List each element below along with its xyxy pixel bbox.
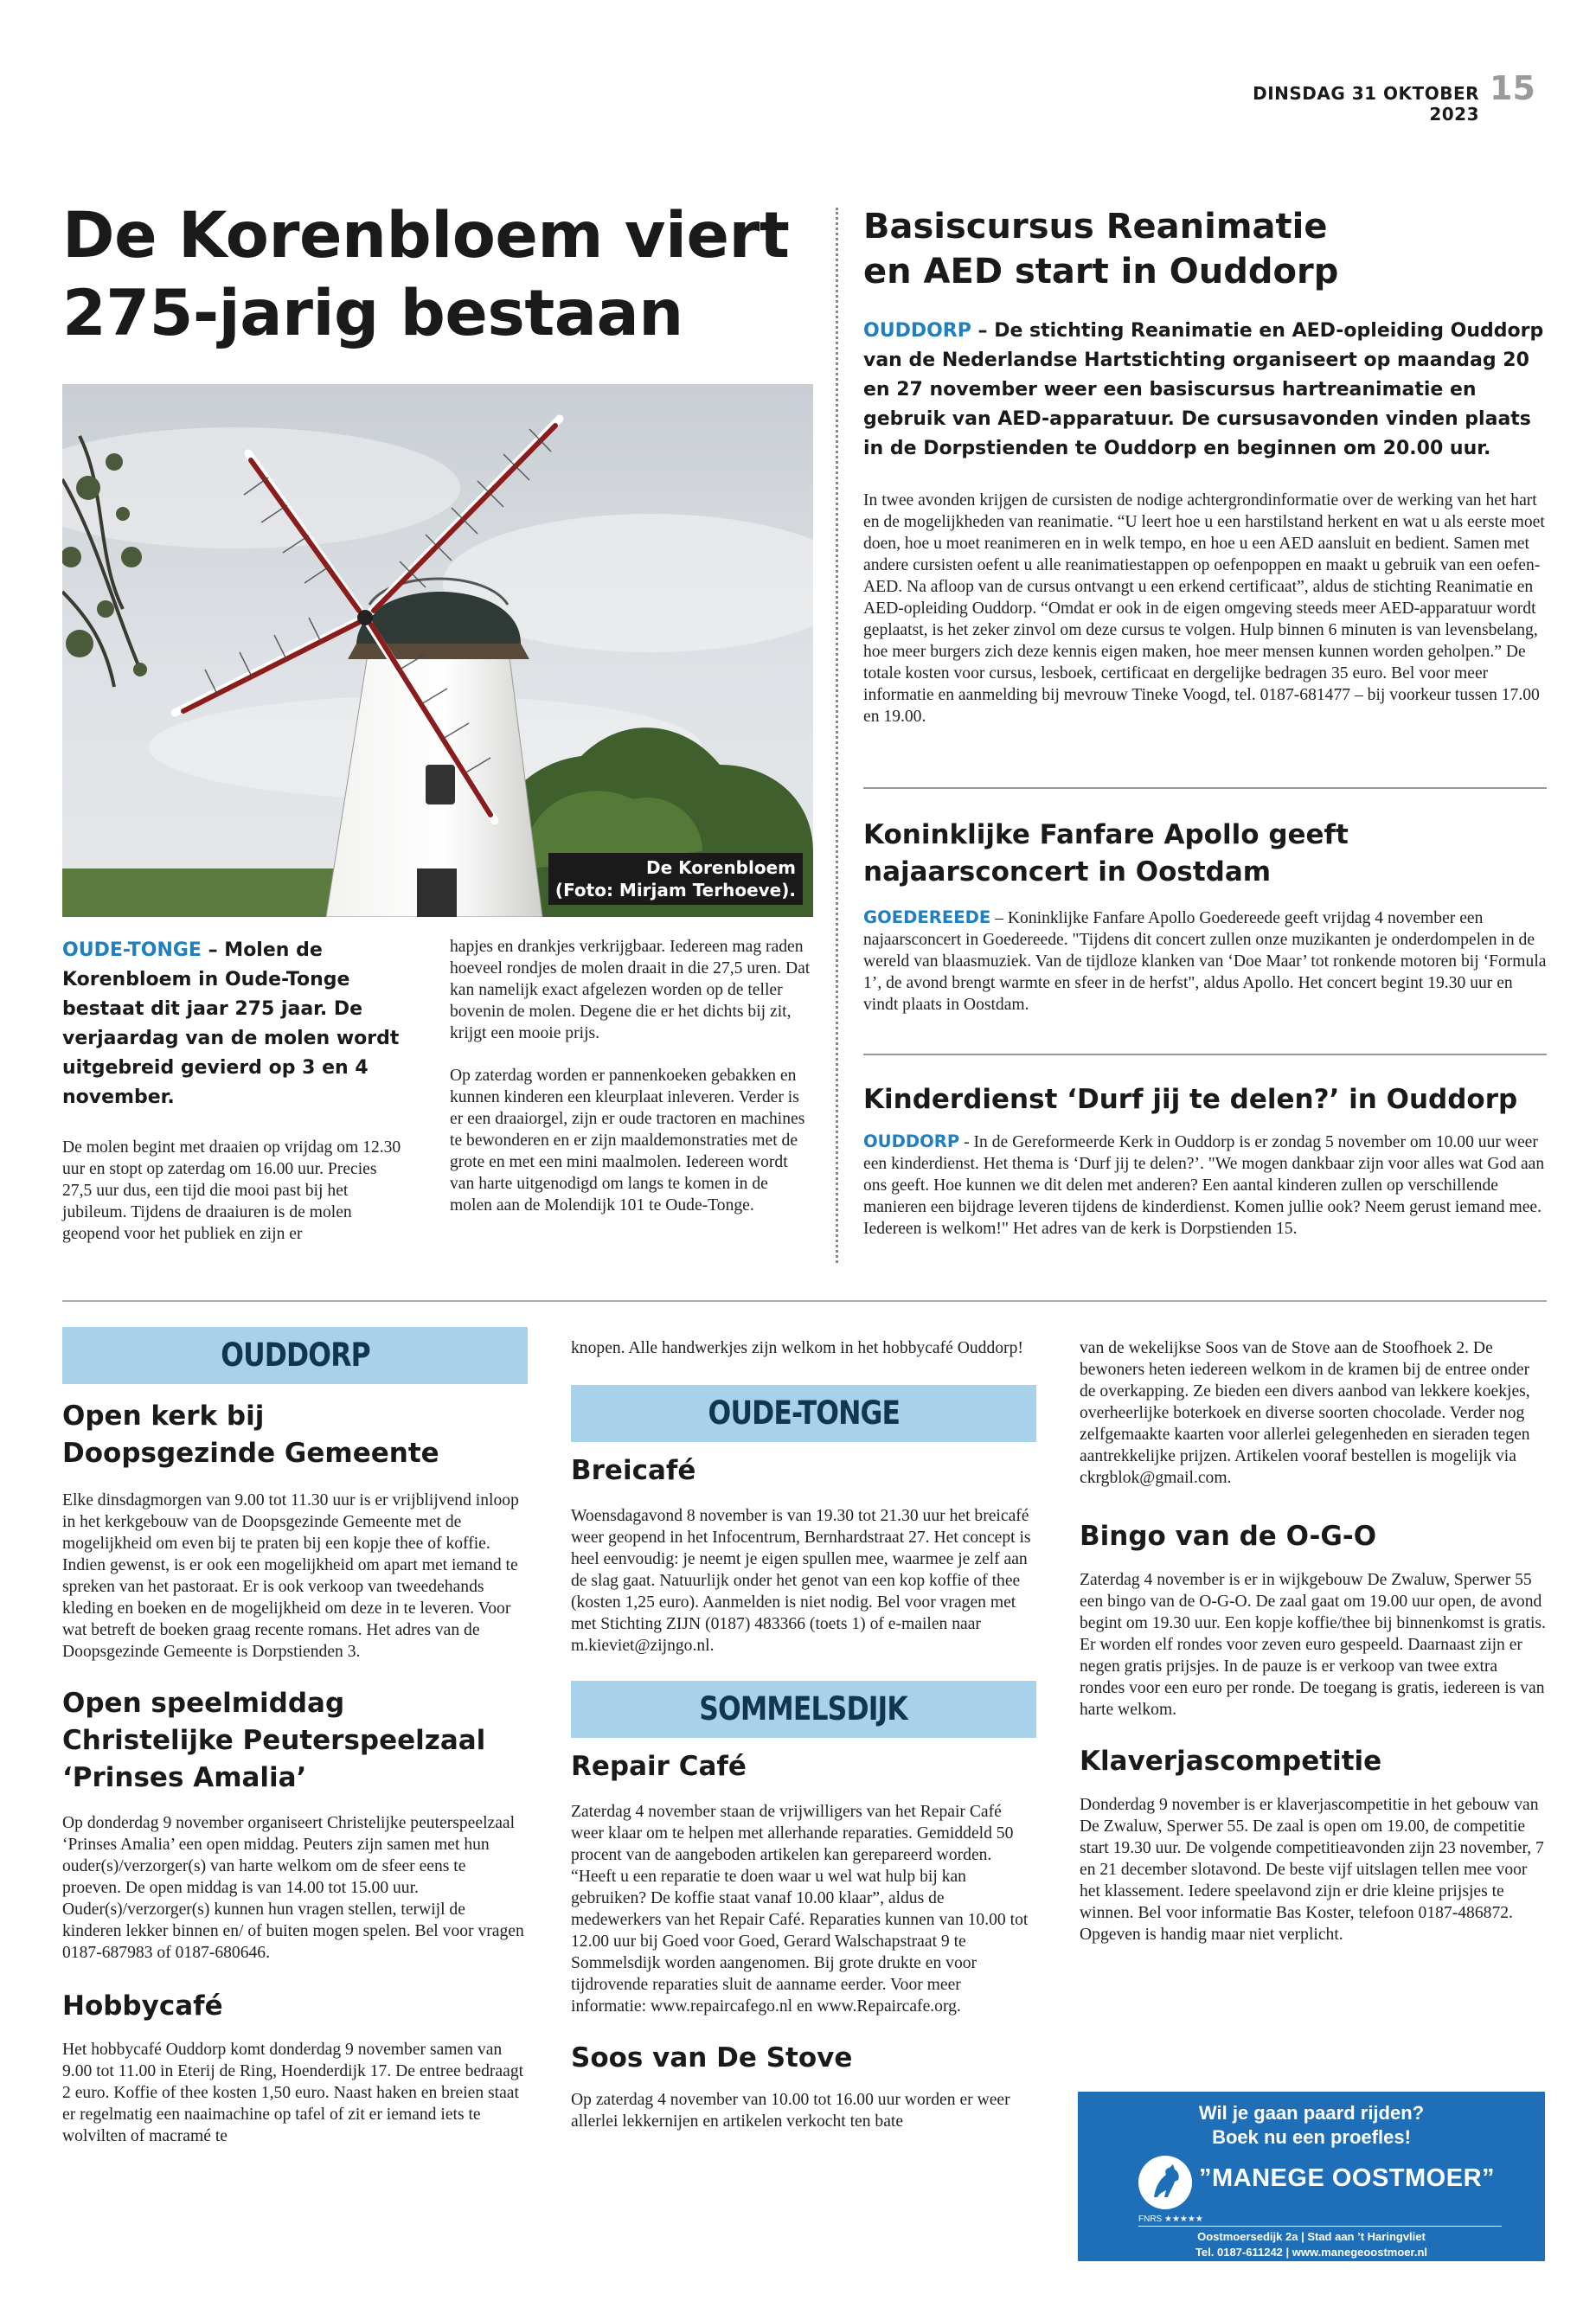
oude-tonge-band-label: OUDE-TONGE	[708, 1394, 900, 1432]
reanimatie-headline-line1: Basiscursus Reanimatie	[863, 207, 1328, 247]
reanimatie-article	[863, 204, 1547, 727]
reanimatie-lead	[863, 317, 1547, 464]
reanimatie-body: In twee avonden krijgen de cursisten de nodige achtergrondinformatie over de werking van het hart en de mogelijkheden van reanimatie. “U leert hoe u een harstilstand herkent en wat u als eerste moet doen, hoe u moet reanimeren en in welk tempo, en hoe u een AED aansluit en bedient. Samen met andere cursisten oefent u alle reanimatiestappen op oefenpoppen en maakt u gebruik van een oefen-AED. Na afloop van de cursus ontvangt u een erkend certificaat”, aldus de stichting Reanimatie en AED-opleiding Ouddorp. “Omdat er ook in de eigen omgeving steeds meer AED-apparatuur wordt geplaatst, is het zeker zinvol om deze cursus te volgen. Hulp binnen 6 minuten is van levensbelang, hoe meer burgers zich deze kennis eigen maken, hoe meer mensen kunnen worden geholpen.” De totale kosten voor cursus, lesboek, certificaat en dergelijke bedragen 35 euro. Bel voor meer informatie en aanmelding bij mevrouw Tineke Voogd, tel. 0187-681477 – bij voorkeur tussen 17.00 en 19.00.	[863, 491, 1545, 726]
ad-address: Oostmoersedijk 2a | Stad aan ’t Haringvliet	[1197, 2230, 1426, 2243]
repair-cafe-body: Zaterdag 4 november staan de vrijwilligers van het Repair Café weer klaar om te helpen met allerhande reparaties. Gemiddeld 50 procent van de aangeboden artikelen kan gerepareerd worden. “Heeft u een reparatie te doen waar u wel wat hulp bij kan gebruiken? De koffie staat vanaf 10.00 klaar”, aldus de medewerkers van het Repair Café. Reparaties kunnen van 10.00 tot 12.00 uur bij Goed voor Goed, Gerard Walschapstraat 9 te Sommelsdijk worden aangenomen. Bij grote drukte en voor tijdrovende reparaties sluit de aanname eerder. Voor meer informatie: www.repaircafego.nl en www.Repaircafe.org.	[571, 1803, 1029, 2016]
breicafe-body: Woensdagavond 8 november is van 19.30 tot 21.30 uur het breicafé weer geopend in het Infocentrum, Bernhardstraat 27. Het concept is heel eenvoudig: je neemt je eigen spullen mee, waarmee je zelf aan de slag gaat. Natuurlijk onder het genot van een kop koffie of thee (kosten 1,25 euro). Aanmelden is niet nodig. Bel voor vragen met met Stichting ZIJN (0187) 483366 (toets 1) of e-mailen naar m.kieviet@zijngo.nl.	[571, 1507, 1031, 1655]
korenbloem-headline-line2: 275-jarig bestaan	[62, 277, 683, 350]
hobbycafe-body-continued: knopen. Alle handwerkjes zijn welkom in het hobbycafé Ouddorp!	[571, 1339, 1023, 1357]
breicafe-headline: Breicafé	[571, 1455, 696, 1486]
klaverjas-body: Donderdag 9 november is er klaverjascompetitie in het gebouw van De Zwaluw, Sperwer 55. De zaal is open om 19.00, de competitie start 19.30 uur. De volgende competitieavonden zijn 23 november, 7 en 21 december slotavond. De beste vijf uitslagen tellen mee voor het klassement. Iedere speelavond zijn er drie kleine prijsjes te winnen. Bel voor informatie Bas Koster, telefoon 0187-486872. Opgeven is handig maar niet verplicht.	[1080, 1796, 1544, 1944]
sommelsdijk-band	[571, 1681, 1036, 1738]
korenbloem-lead-text: – Molen de Korenbloem in Oude-Tonge bestaat dit jaar 275 jaar. De verjaardag van de molen wordt uitgebreid gevierd op 3 en 4 november.	[62, 939, 400, 1108]
reanimatie-lead-text: – De stichting Reanimatie en AED-opleiding Ouddorp van de Nederlandse Hartstichting organiseert op maandag 20 en 27 november weer een basiscursus hartreanimatie en gebruik van AED-apparatuur. De cursusavonden vinden plaats in de Dorpstienden te Ouddorp en beginnen om 20.00 uur.	[863, 320, 1544, 459]
speelmiddag-body: Op donderdag 9 november organiseert Christelijke peuterspeelzaal ‘Prinses Amalia’ een open middag. Peuters zijn samen met hun ouder(s)/verzorger(s) van harte welkom om de sfeer eens te proeven. De open middag is van 14.00 tot 15.00 uur. Ouder(s)/verzorger(s) kunnen hun vragen stellen, terwijl de kinderen lekker binnen en/ of buiten mogen spelen. Bel voor vragen 0187-687983 of 0187-680646.	[62, 1814, 524, 1962]
apollo-headline-line2: najaarsconcert in Oostdam	[863, 856, 1272, 888]
open-kerk-headline-line1: Open kerk bij	[62, 1400, 265, 1432]
speelmiddag-headline-line2: Christelijke Peuterspeelzaal	[62, 1725, 486, 1756]
bingo-headline: Bingo van de O-G-O	[1080, 1521, 1377, 1552]
divider-kinderdienst	[863, 1054, 1547, 1055]
windmill-photo	[62, 384, 813, 917]
column-divider-dotted	[836, 208, 838, 1263]
apollo-headline	[863, 817, 1547, 891]
ouddorp-band	[62, 1327, 528, 1384]
middle-column	[571, 1337, 1036, 2132]
right-column	[1080, 1337, 1547, 1945]
kinderdienst-body-text: - In de Gereformeerde Kerk in Ouddorp is er zondag 5 november om 10.00 uur weer een kinderdienst. Het thema is ‘Durf jij te delen?’. "We mogen dankbaar zijn voor alles wat God aan ons geeft. Hoe kunnen we dit delen met anderen? Een aantal kinderen zullen op verschillende manieren een bijdrage leveren tijdens de kinderdienst. Komen jullie ook? Neem gerust iemand mee. Iedereen is welkom!" Het adres van de kerk is Dorpstienden 15.	[863, 1133, 1545, 1238]
page-number: 15	[1490, 69, 1535, 107]
reanimatie-kicker: OUDDORP	[863, 320, 971, 342]
ad-contact: Tel. 0187-611242 | www.manegeoostmoer.nl	[1195, 2246, 1428, 2259]
ad-line2: Boek nu een proefles!	[1212, 2126, 1411, 2148]
sommelsdijk-band-label: SOMMELSDIJK	[699, 1690, 908, 1727]
korenbloem-lead	[62, 936, 408, 1112]
reanimatie-headline-line2: en AED start in Ouddorp	[863, 252, 1339, 292]
apollo-body-text: – Koninklijke Fanfare Apollo Goedereede geeft vrijdag 4 november een najaarsconcert in Goedereede. "Tijdens dit concert zullen onze muzikanten je onderdompelen in de wereld van blaasmuziek. Van de tijdloze klanken van ‘Doe Maar’ tot ronkende motoren bij ‘Formula 1’, de avond brengt warmte en sfeer in de herfst", aldus Apollo. Het concert begint 19.30 uur en vindt plaats in Oostdam.	[863, 909, 1547, 1014]
speelmiddag-headline	[62, 1685, 528, 1797]
korenbloem-headline	[62, 197, 824, 353]
ad-line1: Wil je gaan paard rijden?	[1198, 2102, 1425, 2124]
hobbycafe-headline: Hobbycafé	[62, 1990, 223, 2022]
divider-apollo	[863, 787, 1547, 789]
apollo-body	[863, 907, 1547, 1016]
manege-ad[interactable]	[1078, 2092, 1545, 2261]
kinderdienst-headline: Kinderdienst ‘Durf jij te delen?’ in Ouddorp	[863, 1084, 1518, 1115]
windmill-illustration	[62, 384, 813, 917]
oude-tonge-band	[571, 1385, 1036, 1442]
korenbloem-body-2: hapjes en drankjes verkrijgbaar. Iedereen mag raden hoeveel rondjes de molen draait in die 27,5 uren. Dat kan namelijk exact afgelezen worden op de teller bovenin de molen. Degene die er het dichts bij zit, krijgt een mooie prijs.	[450, 938, 811, 1042]
photo-caption-title: De Korenbloem	[646, 857, 796, 878]
klaverjas-headline: Klaverjascompetitie	[1080, 1746, 1382, 1777]
open-kerk-headline	[62, 1398, 528, 1472]
ouddorp-band-label: OUDDORP	[220, 1336, 370, 1374]
korenbloem-body-1: De molen begint met draaien op vrijdag om 12.30 uur en stopt op zaterdag om 16.00 uur. Precies 27,5 uur dus, een tijd die mooi past bij het jubileum. Tijdens de draaiuren is de molen geopend voor het publiek en zijn er	[62, 1138, 401, 1243]
apollo-headline-line1: Koninklijke Fanfare Apollo geeft	[863, 819, 1349, 850]
hobbycafe-body: Het hobbycafé Ouddorp komt donderdag 9 november samen van 9.00 tot 11.00 in Eterij de Ring, Hoenderdijk 17. De entree bedraagt 2 euro. Koffie of thee kosten 1,50 euro. Naast haken en breien staat er regelmatig een naaimachine op tafel of zit er iemand iets te wolvilten of macramé te	[62, 2041, 524, 2145]
horse-logo-icon	[1138, 2156, 1192, 2209]
korenbloem-body-3: Op zaterdag worden er pannenkoeken gebakken en kunnen kinderen een kleurplaat inleveren. Verder is er een draaiorgel, zijn er oude tractoren en machines te bewonderen en er zijn maaldemonstraties met de grote en met een mini maalmolen. Iedereen wordt van harte uitgenodigd om langs te komen in de molen aan de Molendijk 101 te Oude-Tonge.	[450, 1067, 805, 1215]
ad-fnrs: FNRS ★★★★★	[1138, 2214, 1203, 2224]
ad-brand: ”MANEGE OOSTMOER”	[1199, 2164, 1496, 2192]
kinderdienst-kicker: OUDDORP	[863, 1131, 960, 1151]
kinderdienst-body	[863, 1131, 1547, 1240]
korenbloem-col2	[450, 936, 813, 1216]
apollo-article	[863, 817, 1547, 1016]
speelmiddag-headline-line1: Open speelmiddag	[62, 1688, 345, 1719]
photo-caption-credit: (Foto: Mirjam Terhoeve).	[554, 880, 796, 901]
apollo-kicker: GOEDEREEDE	[863, 907, 991, 927]
korenbloem-headline-line1: De Korenbloem viert	[62, 199, 790, 272]
photo-caption	[548, 853, 803, 905]
ad-divider	[1138, 2226, 1502, 2227]
reanimatie-headline	[863, 204, 1547, 294]
kinderdienst-article	[863, 1081, 1547, 1240]
bingo-body: Zaterdag 4 november is er in wijkgebouw De Zwaluw, Sperwer 55 een bingo van de O-G-O. De zaal gaat om 19.00 uur open, de avond begint om 19.30 uur. Een kopje koffie/thee bij binnenkomst is gratis. Er worden elf rondes voor zeven euro gespeeld. Daarnaast zijn er negen gratis prijsjes. In de pauze is er verkoop van twee extra rondes voor een euro per ronde. De toegang is gratis, iedereen is van harte welkom.	[1080, 1571, 1546, 1719]
korenbloem-kicker: OUDE-TONGE	[62, 939, 202, 961]
speelmiddag-headline-line3: ‘Prinses Amalia’	[62, 1762, 307, 1793]
soos-body-continued: van de wekelijkse Soos van de Stove aan de Stoofhoek 2. De bewoners heten iedereen welkom in de kramen bij de entree onder de overkapping. Ze bieden een divers aanbod van lekkere koekjes, overheerlijke boterkoek en diverse soorten chocolade. Verder nog zelfgemaakte kaarten voor allerlei gelegenheden en sieraden tegen aantrekkelijke prijzen. Artikelen vooraf bestellen is mogelijk via ckrgblok@gmail.com.	[1080, 1339, 1530, 1487]
soos-headline: Soos van De Stove	[571, 2042, 853, 2073]
repair-cafe-headline: Repair Café	[571, 1751, 747, 1782]
section-divider	[62, 1300, 1547, 1302]
open-kerk-body: Elke dinsdagmorgen van 9.00 tot 11.30 uur is er vrijblijvend inloop in het kerkgebouw van de Doopsgezinde Gemeente met de mogelijkheid om even bij te praten bij een kopje thee of koffie. Indien gewenst, is er ook een mogelijkheid om apart met iemand te spreken van het pastoraat. Er is ook verkoop van tweedehands kleding en boeken en de mogelijkheid om deze in te leveren. Voor wat betreft de boeken graag recente romans. Het adres van de Doopsgezinde Gemeente is Dorpstienden 3.	[62, 1491, 519, 1661]
soos-body: Op zaterdag 4 november van 10.00 tot 16.00 uur worden er weer allerlei lekkernijen en artikelen verkocht ten bate	[571, 2091, 1010, 2131]
page-date: DINSDAG 31 OKTOBER 2023	[1253, 83, 1479, 125]
ouddorp-column	[62, 1327, 528, 2147]
korenbloem-col1	[62, 936, 408, 1245]
open-kerk-headline-line2: Doopsgezinde Gemeente	[62, 1438, 439, 1469]
